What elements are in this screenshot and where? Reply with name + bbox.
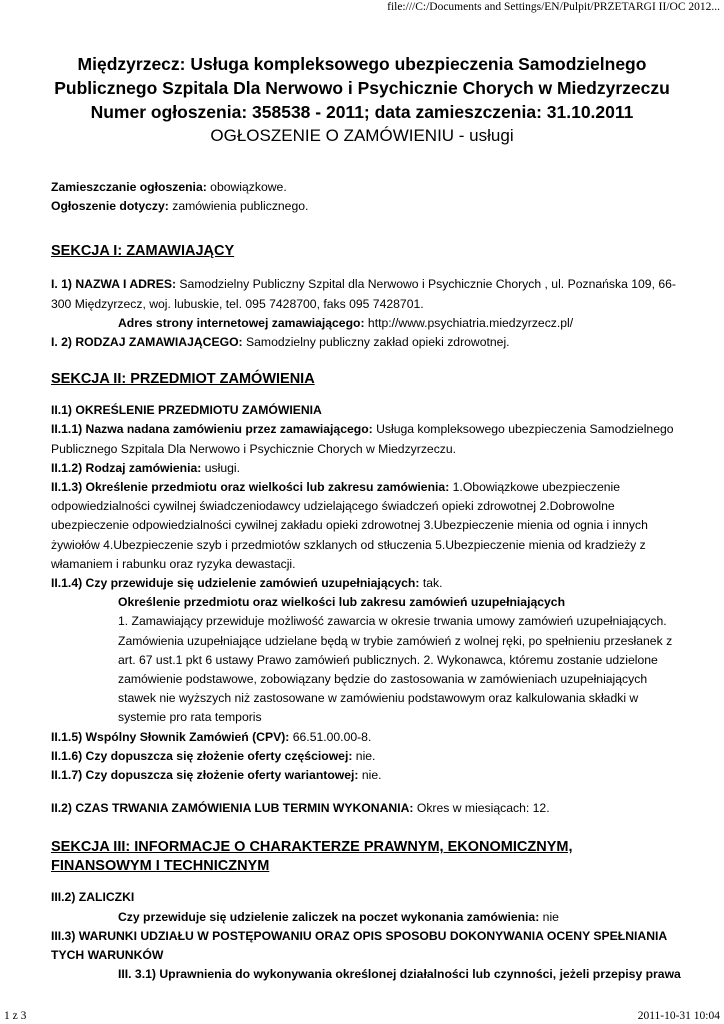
section-2-heading: SEKCJA II: PRZEDMIOT ZAMÓWIENIA xyxy=(51,371,315,388)
section-3-heading xyxy=(51,838,681,876)
variant-offer-value: nie. xyxy=(358,768,382,783)
subject-definition-heading: II.1) OKREŚLENIE PRZEDMIOTU ZAMÓWIENIA xyxy=(51,403,322,418)
website-label: Adres strony internetowej zamawiającego: xyxy=(118,315,365,330)
order-kind-line xyxy=(51,459,681,478)
cpv-label: II.1.5) Wspólny Słownik Zamówień (CPV): xyxy=(51,729,290,744)
advances-label: Czy przewiduje się udzielenie zaliczek na poczet wykonania zamówienia: xyxy=(118,909,540,924)
variant-offer-line xyxy=(51,766,681,785)
title-line-1: Międzyrzecz: Usługa kompleksowego ubezpieczenia Samodzielnego xyxy=(77,54,647,74)
variant-offer-label: II.1.7) Czy dopuszcza się złożenie oferty wariantowej: xyxy=(51,768,359,783)
order-scope-line xyxy=(51,478,681,574)
print-datetime: 2011-10-31 10:04 xyxy=(637,1010,720,1022)
supplementary-orders-line xyxy=(51,574,681,593)
title-line-2: Publicznego Szpitala Dla Nerwowo i Psychicznie Chorych w Miedzyrzeczu xyxy=(54,78,670,98)
title-line-4: OGŁOSZENIE O ZAMÓWIENIU - usługi xyxy=(210,126,514,145)
authority-type-line xyxy=(51,333,681,352)
partial-offer-label: II.1.6) Czy dopuszcza się złożenie oferty częściowej: xyxy=(51,748,353,763)
order-scope-label: II.1.3) Określenie przedmiotu oraz wielkości lub zakresu zamówienia: xyxy=(51,480,450,495)
advances-heading: III.2) ZALICZKI xyxy=(51,890,135,905)
concerns-line xyxy=(51,197,681,216)
supplementary-scope-text: 1. Zamawiający przewiduje możliwość zawarcia w okresie trwania umowy zamówień uzupełniających. Zamówienia uzupełniające udzielane będą w trybie zamówień z wolnej ręki, po spełnieniu przesłanek z art. 67 ust.1 pkt 6 ustawy Prawo zamówień publicznych. 2. Wykonawca, któremu zostanie udzielone zamówienie podstawowe, zobowiązany będzie do zastosowania w zamówieniach uzupełniających stawek nie wyższych niż zastosowane w zamówieniu podstawowym oraz kalkulowania składki w systemie pro rata temporis xyxy=(118,614,673,725)
authority-type-label: I. 2) RODZAJ ZAMAWIAJĄCEGO: xyxy=(51,335,243,350)
section-1-heading: SEKCJA I: ZAMAWIAJĄCY xyxy=(51,243,235,260)
contracting-authority-address xyxy=(51,275,681,313)
page-number: 1 z 3 xyxy=(4,1010,27,1022)
website-value: http://www.psychiatria.miedzyrzecz.pl/ xyxy=(364,315,574,330)
permissions-heading: III. 3.1) Uprawnienia do wykonywania określonej działalności lub czynności, jeżeli przepisy prawa xyxy=(118,967,681,982)
authority-type-value: Samodzielny publiczny zakład opieki zdrowotnej. xyxy=(242,335,510,350)
duration-line xyxy=(51,799,681,818)
supplementary-orders-value: tak. xyxy=(419,576,443,591)
name-address-label: I. 1) NAZWA I ADRES: xyxy=(51,277,177,292)
cpv-line xyxy=(51,728,681,747)
duration-label: II.2) CZAS TRWANIA ZAMÓWIENIA LUB TERMIN WYKONANIA: xyxy=(51,801,414,816)
order-name-value: Usługa kompleksowego ubezpieczenia Samodzielnego Publicznego Szpitala Dla Nerwowo i Psychicznie Chorych w Miedzyrzeczu. xyxy=(51,422,674,456)
name-address-value: Samodzielny Publiczny Szpital dla Nerwowo i Psychicznie Chorych , ul. Poznańska 109, 66-300 Międzyrzecz, woj. lubuskie, tel. 095 7428700, faks 095 7428701. xyxy=(51,277,676,311)
notice-title xyxy=(40,52,684,148)
section-3-heading-line-1: SEKCJA III: INFORMACJE O CHARAKTERZE PRAWNYM, EKONOMICZNYM, xyxy=(51,839,573,856)
title-line-3: Numer ogłoszenia: 358538 - 2011; data zamieszczenia: 31.10.2011 xyxy=(90,102,634,122)
notice-body xyxy=(51,178,681,985)
placement-value: obowiązkowe. xyxy=(206,180,287,194)
section-3-heading-line-2: FINANSOWYM I TECHNICZNYM xyxy=(51,858,270,875)
order-scope-value: 1.Obowiązkowe ubezpieczenie odpowiedzialności cywilnej świadczeniodawcy udzielającego świadczeń opieki zdrowotnej 2.Dobrowolne ubezpieczenie odpowiedzialności cywilnej zakładu opieki zdrowotnej 3.Ubezpieczenie mienia od ognia i innych żywiołów 4.Ubezpieczenie szyb i przedmiotów szklanych od stłuczenia 5.Ubezpieczenie mienia od kradzieży z włamaniem i rabunku oraz ryzyka dewastacji. xyxy=(51,480,648,571)
supplementary-orders-label: II.1.4) Czy przewiduje się udzielenie zamówień uzupełniających: xyxy=(51,576,420,591)
partial-offer-value: nie. xyxy=(352,748,376,763)
browser-print-path: file:///C:/Documents and Settings/EN/Pulpit/PRZETARGI II/OC 2012... xyxy=(387,1,720,13)
supplementary-scope-heading: Określenie przedmiotu oraz wielkości lub zakresu zamówień uzupełniających xyxy=(118,595,566,610)
duration-value: Okres w miesiącach: 12. xyxy=(413,801,550,816)
order-name-line xyxy=(51,420,681,458)
website-line xyxy=(51,314,681,333)
participation-conditions-heading: III.3) WARUNKI UDZIAŁU W POSTĘPOWANIU ORAZ OPIS SPOSOBU DOKONYWANIA OCENY SPEŁNIANIA TYCH WARUNKÓW xyxy=(51,928,667,963)
advances-value: nie xyxy=(539,909,559,924)
cpv-value: 66.51.00.00-8. xyxy=(289,729,372,744)
concerns-value: zamówienia publicznego. xyxy=(168,199,309,214)
placement-line xyxy=(51,178,681,197)
partial-offer-line xyxy=(51,747,681,766)
order-name-label: II.1.1) Nazwa nadana zamówieniu przez zamawiającego: xyxy=(51,422,373,437)
placement-label: Zamieszczanie ogłoszenia: xyxy=(51,180,207,194)
order-kind-value: usługi. xyxy=(201,460,240,475)
order-kind-label: II.1.2) Rodzaj zamówienia: xyxy=(51,460,202,475)
advances-line xyxy=(51,908,681,927)
concerns-label: Ogłoszenie dotyczy: xyxy=(51,199,169,214)
